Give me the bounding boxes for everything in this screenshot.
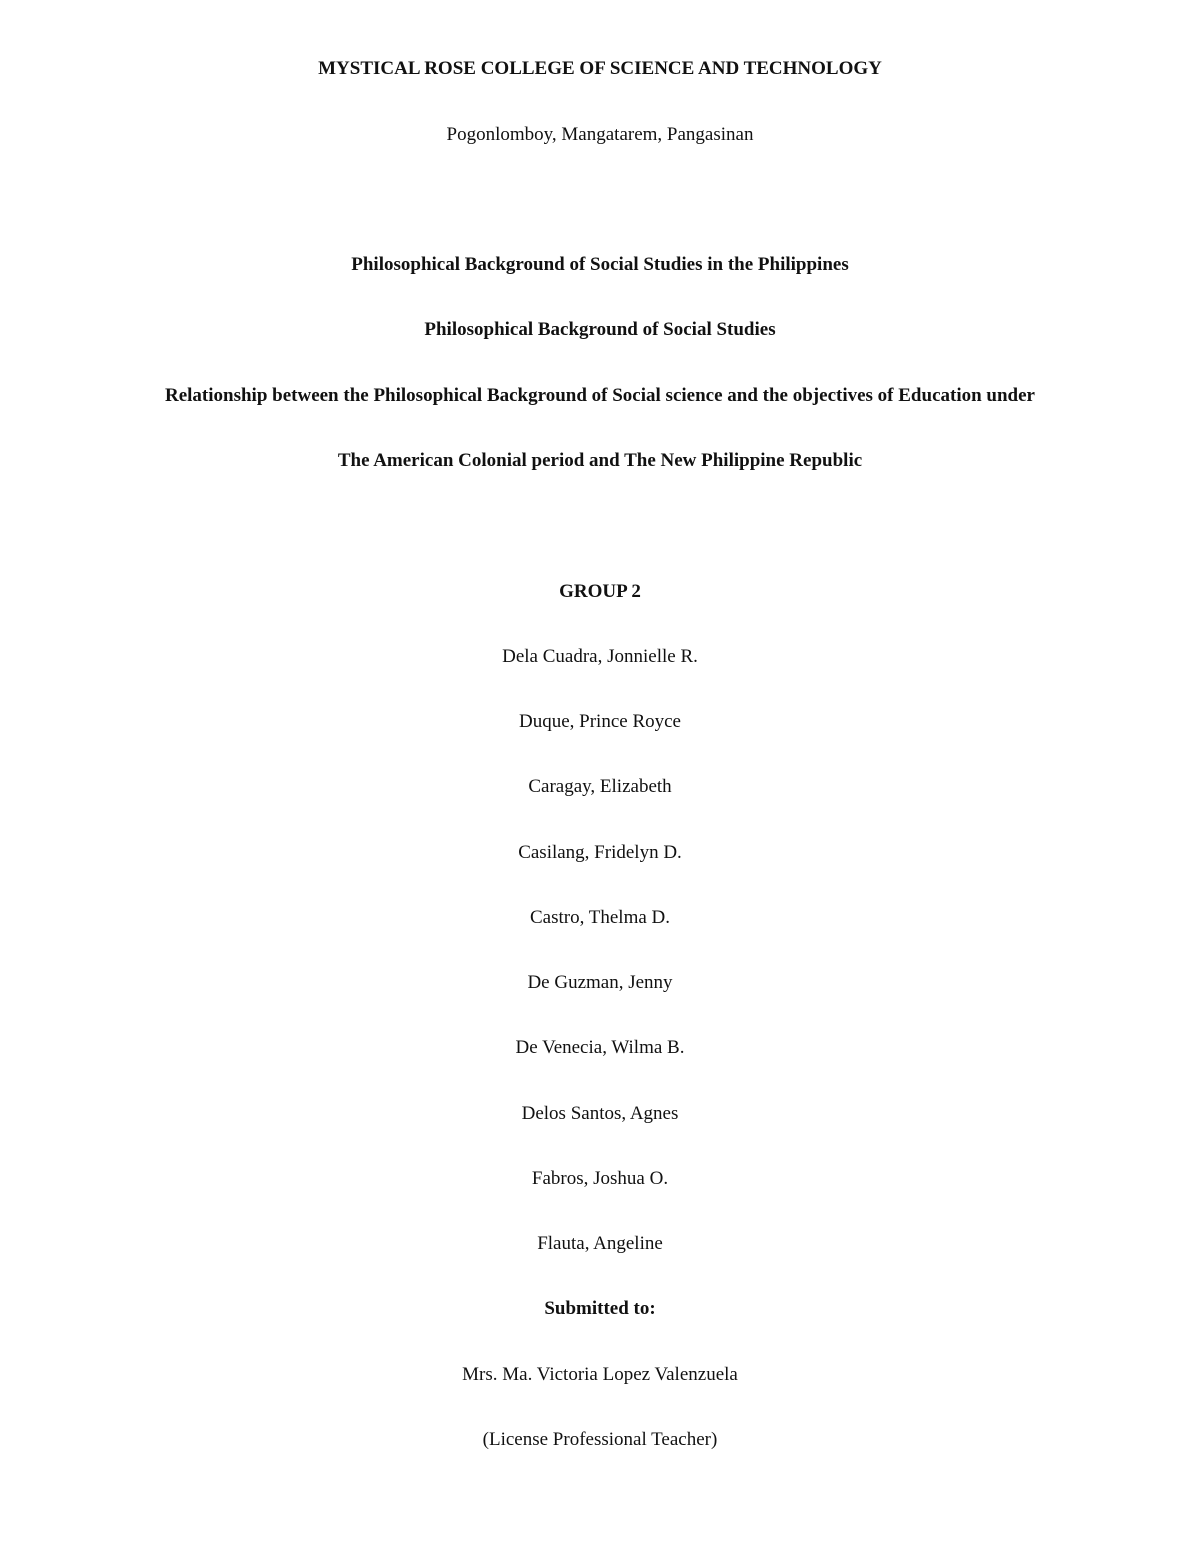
group-label: GROUP 2 — [559, 581, 641, 602]
member-name: De Venecia, Wilma B. — [515, 1037, 685, 1058]
member-name: Castro, Thelma D. — [529, 907, 670, 928]
title-line-4: The American Colonial period and The New Philippine Republic — [337, 450, 863, 471]
member-name: Duque, Prince Royce — [519, 711, 681, 732]
title-line-1: Philosophical Background of Social Studies in the Philippines — [351, 254, 849, 275]
member-name: Fabros, Joshua O. — [531, 1168, 669, 1189]
member-name: Dela Cuadra, Jonnielle R. — [502, 646, 698, 667]
member-name: Casilang, Fridelyn D. — [518, 842, 682, 863]
institution-address: Pogonlomboy, Mangatarem, Pangasinan — [446, 124, 754, 145]
title-line-2: Philosophical Background of Social Studies — [424, 319, 776, 340]
member-name: Delos Santos, Agnes — [521, 1103, 679, 1124]
member-name: Flauta, Angeline — [537, 1233, 663, 1254]
submitted-to-label: Submitted to: — [544, 1298, 656, 1319]
teacher-title: (License Professional Teacher) — [482, 1429, 718, 1450]
title-line-3: Relationship between the Philosophical Background of Social science and the objectives of Education under — [164, 385, 1035, 406]
institution-name: MYSTICAL ROSE COLLEGE OF SCIENCE AND TECHNOLOGY — [318, 58, 882, 79]
teacher-name: Mrs. Ma. Victoria Lopez Valenzuela — [462, 1364, 738, 1385]
member-name: De Guzman, Jenny — [527, 972, 673, 993]
member-name: Caragay, Elizabeth — [528, 776, 672, 797]
